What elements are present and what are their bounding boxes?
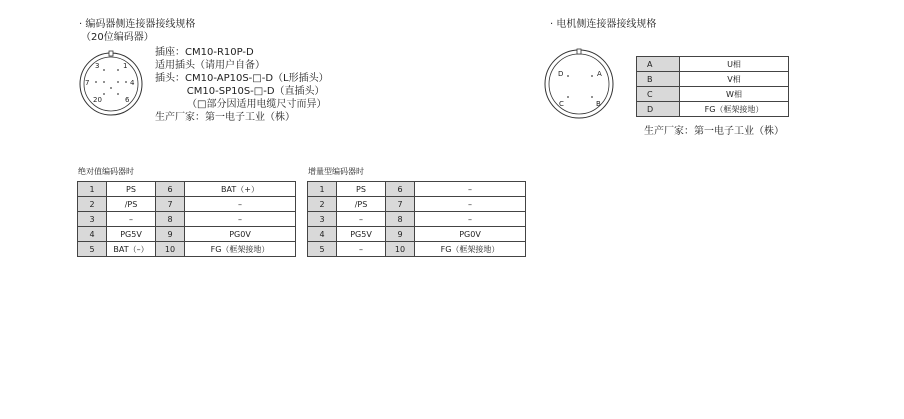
absolute-encoder-table <box>77 181 296 257</box>
pin-cell: A <box>637 57 680 72</box>
encoder-section-subtitle: （20位编码器） <box>81 32 154 43</box>
table-row <box>637 72 789 87</box>
signal-cell: W相 <box>680 87 789 102</box>
signal-cell: – <box>185 197 296 212</box>
signal-cell: – <box>107 212 156 227</box>
motor-maker-text: 生产厂家：第一电子工业（株） <box>644 126 784 137</box>
signal-cell: – <box>415 182 526 197</box>
table-row <box>308 227 526 242</box>
motor-pin-label: D <box>558 70 564 78</box>
signal-cell: PS <box>107 182 156 197</box>
table-row <box>308 242 526 257</box>
pin-cell: B <box>637 72 680 87</box>
pin-number-cell: 6 <box>156 182 185 197</box>
signal-cell: BAT（+） <box>185 182 296 197</box>
signal-cell: FG（框架接地） <box>185 242 296 257</box>
motor-section-title: · 电机侧连接器接线规格 <box>550 19 657 30</box>
motor-connector-diagram <box>540 45 620 125</box>
encoder-connector-diagram <box>66 48 156 118</box>
pin-number-cell: 9 <box>156 227 185 242</box>
table-row <box>308 212 526 227</box>
motor-pin-table <box>636 56 789 117</box>
signal-cell: /PS <box>337 197 386 212</box>
encoder-pin-label: 3 <box>95 62 100 70</box>
pin-number-cell: 5 <box>78 242 107 257</box>
pin-number-cell: 2 <box>308 197 337 212</box>
signal-cell: FG（框架接地） <box>415 242 526 257</box>
pin-cell: C <box>637 87 680 102</box>
signal-cell: – <box>337 212 386 227</box>
pin-number-cell: 7 <box>156 197 185 212</box>
signal-cell: PS <box>337 182 386 197</box>
pin-number-cell: 6 <box>386 182 415 197</box>
encoder-pin-label: 7 <box>85 79 90 87</box>
motor-pin-label: B <box>596 100 601 108</box>
pin-number-cell: 10 <box>386 242 415 257</box>
table-row <box>78 212 296 227</box>
table-row <box>308 197 526 212</box>
pin-number-cell: 4 <box>308 227 337 242</box>
pin-number-cell: 8 <box>156 212 185 227</box>
pin-number-cell: 1 <box>78 182 107 197</box>
pin-number-cell: 8 <box>386 212 415 227</box>
encoder-pin-label: 1 <box>123 62 128 70</box>
encoder-pin-label: 20 <box>93 96 102 104</box>
spec-line: （□部分因适用电缆尺寸而异） <box>187 99 327 110</box>
pin-number-cell: 2 <box>78 197 107 212</box>
pin-number-cell: 4 <box>78 227 107 242</box>
pin-number-cell: 10 <box>156 242 185 257</box>
table-row <box>308 182 526 197</box>
signal-cell: BAT（–） <box>107 242 156 257</box>
encoder-pin-label: 6 <box>125 96 130 104</box>
spec-line: 适用插头（请用户自备） <box>155 60 265 71</box>
signal-cell: – <box>337 242 386 257</box>
table-row <box>78 197 296 212</box>
encoder-spec-list <box>155 46 329 124</box>
pin-cell: D <box>637 102 680 117</box>
pin-number-cell: 5 <box>308 242 337 257</box>
pin-number-cell: 7 <box>386 197 415 212</box>
spec-line: 插座：CM10-R10P-D <box>155 47 254 58</box>
encoder-pin-label: 4 <box>130 79 135 87</box>
spec-line: 插头：CM10-AP10S-□-D（L形插头） <box>155 73 329 84</box>
signal-cell: PG0V <box>415 227 526 242</box>
spec-line: CM10-SP10S-□-D（直插头） <box>155 86 325 97</box>
table-row <box>637 102 789 117</box>
incremental-encoder-table <box>307 181 526 257</box>
signal-cell: V相 <box>680 72 789 87</box>
table-row <box>78 242 296 257</box>
table-row <box>637 87 789 102</box>
encoder-section-title: · 编码器侧连接器接线规格 <box>79 19 196 30</box>
table-row <box>78 227 296 242</box>
signal-cell: U相 <box>680 57 789 72</box>
table-row <box>637 57 789 72</box>
pin-number-cell: 1 <box>308 182 337 197</box>
incremental-table-title: 增量型编码器时 <box>308 167 364 176</box>
signal-cell: – <box>415 212 526 227</box>
signal-cell: – <box>415 197 526 212</box>
table-row <box>78 182 296 197</box>
pin-number-cell: 3 <box>308 212 337 227</box>
signal-cell: PG5V <box>337 227 386 242</box>
pin-number-cell: 9 <box>386 227 415 242</box>
signal-cell: – <box>185 212 296 227</box>
motor-pin-label: C <box>559 100 564 108</box>
spec-line: 生产厂家：第一电子工业（株） <box>155 112 295 123</box>
motor-pin-label: A <box>597 70 602 78</box>
signal-cell: PG0V <box>185 227 296 242</box>
signal-cell: /PS <box>107 197 156 212</box>
absolute-table-title: 绝对值编码器时 <box>78 167 134 176</box>
signal-cell: PG5V <box>107 227 156 242</box>
signal-cell: FG（框架接地） <box>680 102 789 117</box>
pin-number-cell: 3 <box>78 212 107 227</box>
